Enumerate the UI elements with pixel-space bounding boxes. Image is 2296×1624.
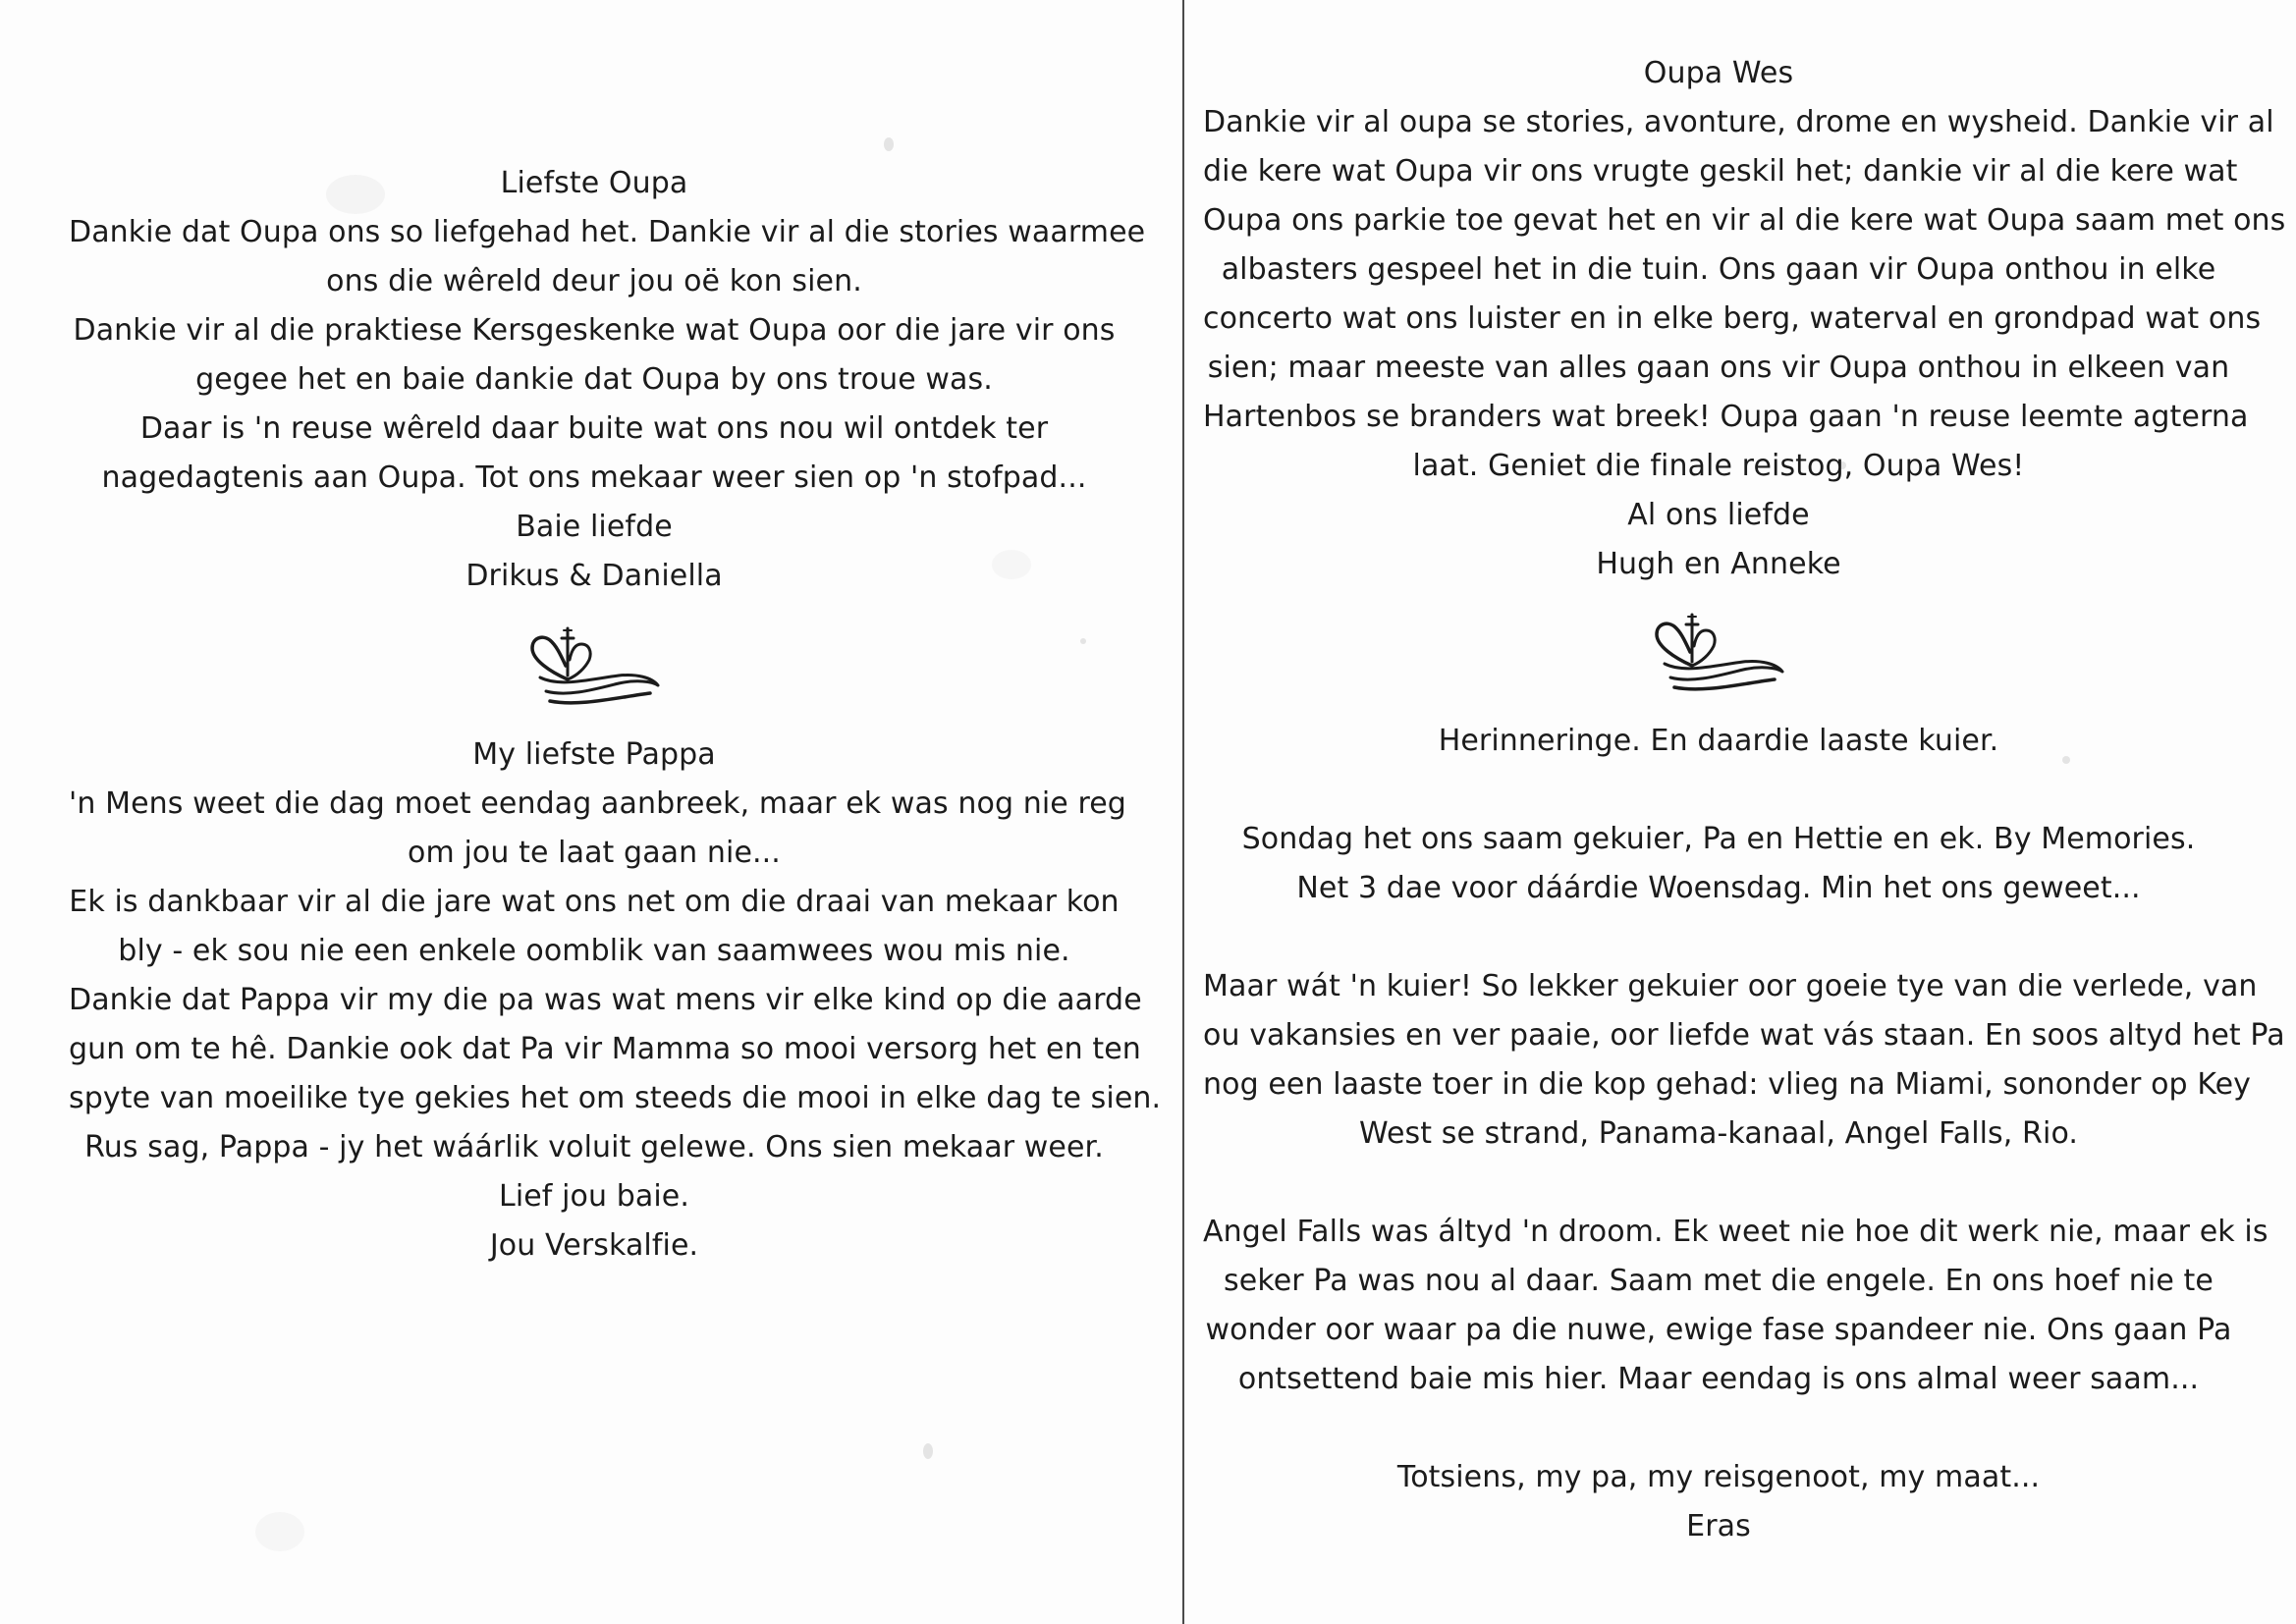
tribute-line: gegee het en baie dankie dat Oupa by ons troue was.	[195, 362, 993, 397]
tribute-line: Daar is 'n reuse wêreld daar buite wat ons nou wil ontdek ter	[139, 411, 1049, 446]
tribute-line: albasters gespeel het in die tuin. Ons gaan vir Oupa onthou in elke	[1221, 252, 2216, 287]
tribute-line: Oupa ons parkie toe gevat het en vir al die kere wat Oupa saam met ons	[1203, 203, 2286, 238]
top-margin	[1203, 0, 2234, 49]
tribute-signoff: Lief jou baie.	[499, 1179, 689, 1214]
tribute-liefste-oupa	[69, 159, 1146, 601]
tribute-line: Angel Falls was áltyd 'n droom. Ek weet nie hoe dit werk nie, maar ek is	[1203, 1215, 2269, 1249]
tribute-line: die kere wat Oupa vir ons vrugte geskil het; dankie vir al die kere wat	[1203, 154, 2238, 189]
tribute-line: concerto wat ons luister en in elke berg, waterval en grondpad wat ons	[1203, 301, 2262, 336]
tribute-heading: Oupa Wes	[1643, 56, 1794, 90]
tribute-oupa-wes	[1203, 49, 2286, 589]
tribute-line: Ek is dankbaar vir al die jare wat ons net om die draai van mekaar kon	[69, 885, 1120, 919]
tribute-signature: Hugh en Anneke	[1596, 547, 1841, 581]
tribute-line: Dankie vir al oupa se stories, avonture, drome en wysheid. Dankie vir al	[1203, 105, 2274, 139]
tribute-line: ons die wêreld deur jou oë kon sien.	[326, 264, 862, 298]
paragraph-spacer	[1203, 1159, 2234, 1208]
tribute-line: 'n Mens weet die dag moet eendag aanbreek, maar ek was nog nie reg	[69, 786, 1126, 821]
paragraph-spacer	[1203, 913, 2234, 962]
heart-cross-icon	[1203, 589, 2234, 715]
tribute-line: Rus sag, Pappa - jy het wáárlik voluit gelewe. Ons sien mekaar weer.	[84, 1130, 1104, 1164]
tribute-line: Dankie dat Pappa vir my die pa was wat mens vir elke kind op die aarde	[69, 983, 1142, 1017]
tribute-line: om jou te laat gaan nie...	[408, 836, 781, 870]
paragraph-spacer	[1203, 1404, 2234, 1453]
tribute-line: bly - ek sou nie een enkele oomblik van saamwees wou mis nie.	[118, 934, 1070, 968]
tribute-herinneringe	[1203, 717, 2285, 1551]
tribute-heading: My liefste Pappa	[472, 737, 716, 772]
top-margin	[69, 0, 1120, 159]
tribute-line: Maar wát 'n kuier! So lekker gekuier oor goeie tye van die verlede, van	[1203, 969, 2258, 1003]
tribute-line: ontsettend baie mis hier. Maar eendag is ons almal weer saam...	[1237, 1362, 2200, 1396]
tribute-my-liefste-pappa	[69, 731, 1162, 1271]
tribute-line: ou vakansies en ver paaie, oor liefde wat vás staan. En soos altyd het Pa	[1203, 1018, 2285, 1053]
tribute-line: Hartenbos se branders wat breek! Oupa gaan 'n reuse leemte agterna	[1203, 400, 2249, 434]
scan-speck	[923, 1443, 933, 1459]
tribute-line: sien; maar meeste van alles gaan ons vir Oupa onthou in elkeen van	[1207, 351, 2230, 385]
tribute-signoff: Al ons liefde	[1627, 498, 1810, 532]
paragraph-spacer	[1203, 766, 2234, 815]
tribute-line: Dankie dat Oupa ons so liefgehad het. Dankie vir al die stories waarmee	[69, 215, 1146, 249]
tribute-line: Net 3 dae voor dáárdie Woensdag. Min het ons geweet...	[1296, 871, 2141, 905]
tribute-line: laat. Geniet die finale reistog, Oupa Wes!	[1412, 449, 2025, 483]
tribute-line: spyte van moeilike tye gekies het om steeds die mooi in elke dag te sien.	[69, 1081, 1162, 1115]
tribute-signoff: Totsiens, my pa, my reisgenoot, my maat...	[1396, 1460, 2041, 1494]
tribute-line: Sondag het ons saam gekuier, Pa en Hettie en ek. By Memories.	[1241, 822, 2196, 856]
tribute-line: Dankie vir al die praktiese Kersgeskenke wat Oupa oor die jare vir ons	[73, 313, 1116, 348]
tribute-signature: Drikus & Daniella	[465, 559, 723, 593]
right-page	[1203, 0, 2286, 1551]
tribute-line: nagedagtenis aan Oupa. Tot ons mekaar weer sien op 'n stofpad...	[101, 460, 1087, 495]
tribute-signature: Eras	[1686, 1509, 1751, 1543]
tribute-signoff: Baie liefde	[516, 510, 673, 544]
page-fold-line	[1182, 0, 1184, 1624]
left-page	[69, 0, 1162, 1271]
tribute-heading: Herinneringe. En daardie laaste kuier.	[1438, 724, 1999, 758]
scan-speck	[255, 1512, 304, 1551]
tribute-line: West se strand, Panama-kanaal, Angel Falls, Rio.	[1358, 1116, 2079, 1151]
tribute-heading: Liefste Oupa	[500, 166, 688, 200]
tribute-line: wonder oor waar pa die nuwe, ewige fase spandeer nie. Ons gaan Pa	[1205, 1313, 2232, 1347]
tribute-line: nog een laaste toer in die kop gehad: vlieg na Miami, sononder op Key	[1203, 1067, 2252, 1102]
heart-cross-icon	[69, 601, 1120, 738]
tribute-line: gun om te hê. Dankie ook dat Pa vir Mamma so mooi versorg het en ten	[69, 1032, 1141, 1066]
tribute-line: seker Pa was nou al daar. Saam met die engele. En ons hoef nie te	[1224, 1264, 2214, 1298]
tribute-signature: Jou Verskalfie.	[489, 1228, 699, 1263]
